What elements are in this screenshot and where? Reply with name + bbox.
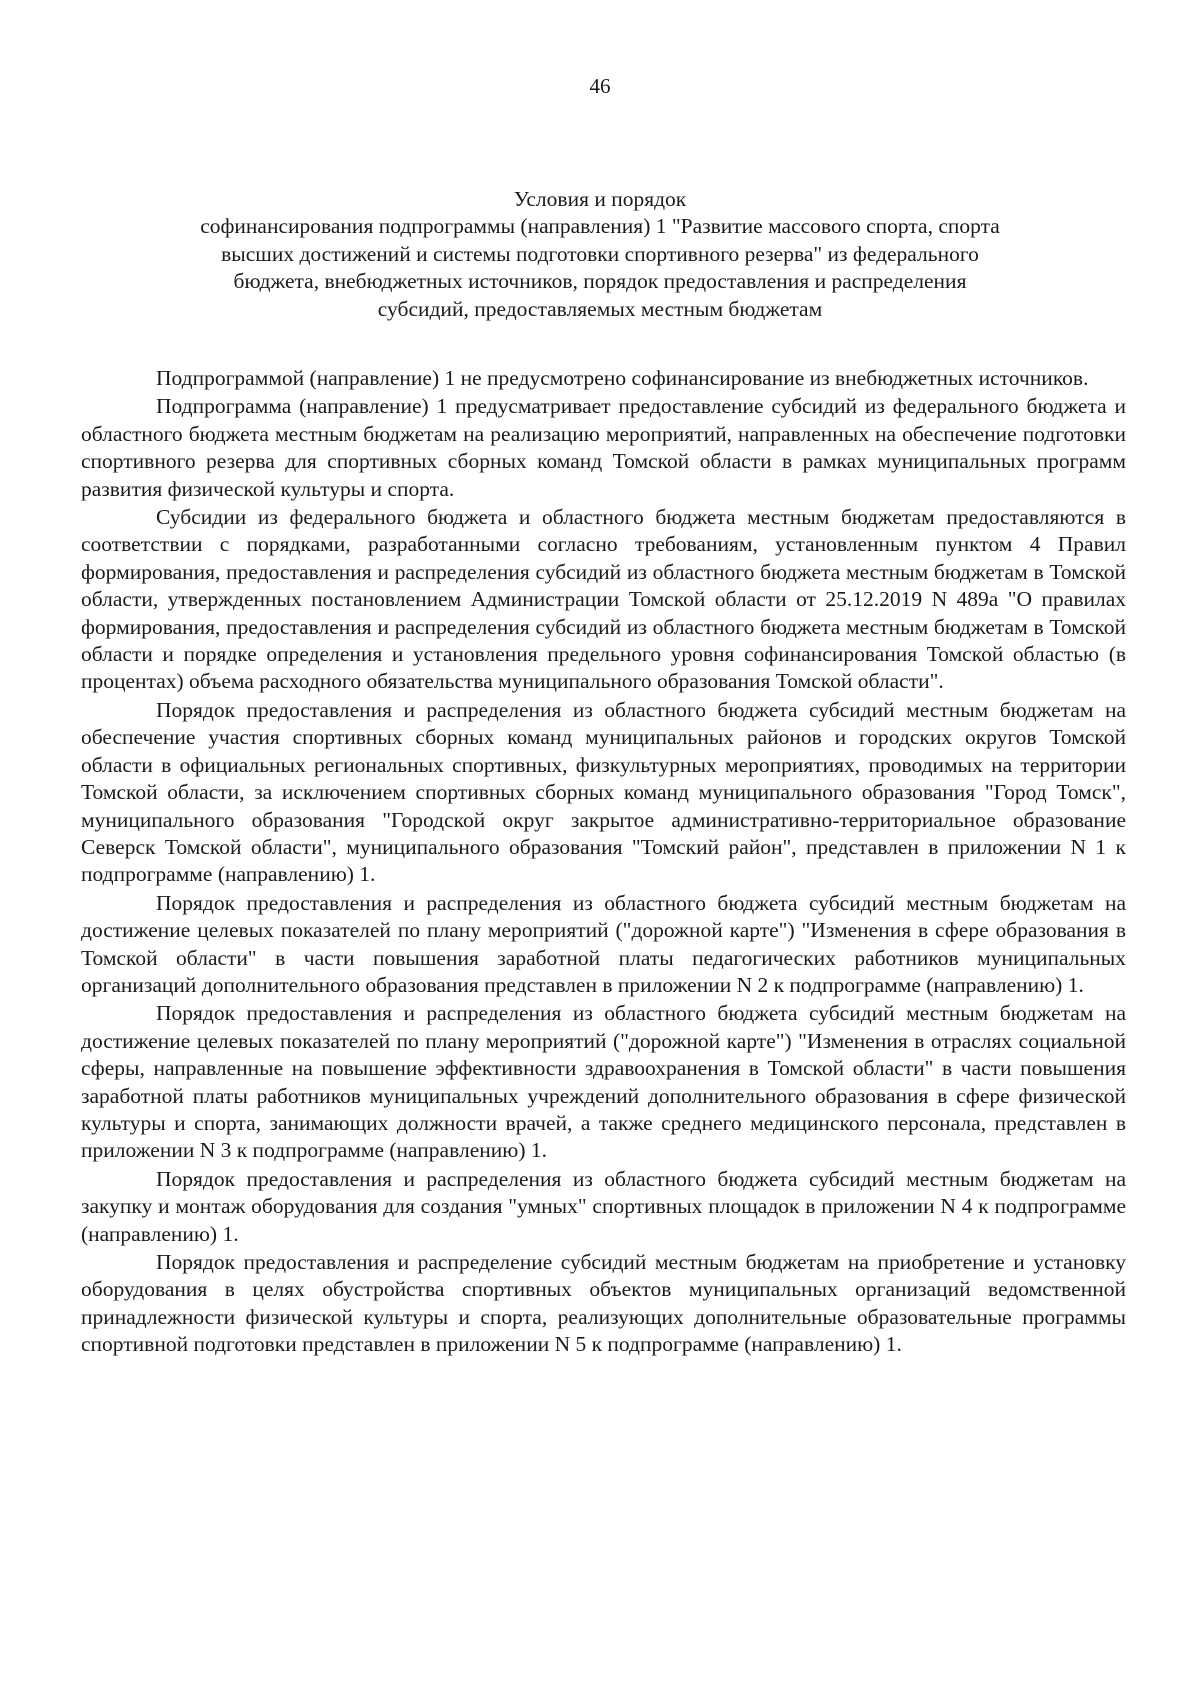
paragraph: Порядок предоставления и распределения из областного бюджета субсидий местным бюджетам на закупку и монтаж оборудования для создания "умных" спортивных площадок в приложении N 4 к подпрограмме (направлению) 1. <box>81 1166 1126 1246</box>
title-line: софинансирования подпрограммы (направления) 1 "Развитие массового спорта, спорта <box>200 214 1000 239</box>
title-line: субсидий, предоставляемых местным бюджетам <box>377 296 823 321</box>
document-body <box>81 365 1126 1359</box>
title-line: бюджета, внебюджетных источников, порядок предоставления и распределения <box>233 269 967 294</box>
paragraph: Порядок предоставления и распределение субсидий местным бюджетам на приобретение и установку оборудования в целях обустройства спортивных объектов муниципальных организаций ведомственной принадлежности физической культуры и спорта, реализующих дополнительные образовательные программы спортивной подготовки представлен в приложении N 5 к подпрограмме (направлению) 1. <box>81 1250 1126 1357</box>
title-line: Условия и порядок <box>513 187 687 211</box>
paragraph: Порядок предоставления и распределения из областного бюджета субсидий местным бюджетам на достижение целевых показателей по плану мероприятий ("дорожной карте") "Изменения в отраслях социальной сферы, направленные на повышение эффективности здравоохранения в Томской области" в части повышения заработной платы работников муниципальных учреждений дополнительного образования в сфере физической культуры и спорта, занимающих должности врачей, а также среднего медицинского персонала, представлен в приложении N 3 к подпрограмме (направлению) 1. <box>81 1001 1126 1163</box>
paragraph: Подпрограмма (направление) 1 предусматривает предоставление субсидий из федерального бюджета и областного бюджета местным бюджетам на реализацию мероприятий, направленных на обеспечение подготовки спортивного резерва для спортивных сборных команд Томской области в рамках муниципальных программ развития физической культуры и спорта. <box>81 394 1126 501</box>
paragraph: Субсидии из федерального бюджета и областного бюджета местным бюджетам предоставляются в соответствии с порядками, разработанными согласно требованиям, установленным пунктом 4 Правил формирования, предоставления и распределения субсидий из областного бюджета местным бюджетам в Томской области, утвержденных постановлением Администрации Томской области от 25.12.2019 N 489а "О правилах формирования, предоставления и распределения субсидий из областного бюджета местным бюджетам в Томской области и порядке определения и установления предельного уровня софинансирования Томской областью (в процентах) объема расходного обязательства муниципального образования Томской области". <box>81 505 1126 694</box>
page-number: 46 <box>589 74 611 98</box>
title-line: высших достижений и системы подготовки спортивного резерва" из федерального <box>221 241 979 266</box>
paragraph: Подпрограммой (направление) 1 не предусмотрено софинансирование из внебюджетных источников. <box>156 366 1089 390</box>
document-title <box>120 186 1080 323</box>
paragraph: Порядок предоставления и распределения из областного бюджета субсидий местным бюджетам на обеспечение участия спортивных сборных команд муниципальных районов и городских округов Томской области в официальных региональных спортивных, физкультурных мероприятиях, проводимых на территории Томской области, за исключением спортивных сборных команд муниципального образования "Город Томск", муниципального образования "Городской округ закрытое административно-территориальное образование Северск Томской области", муниципального образования "Томский район", представлен в приложении N 1 к подпрограмме (направлению) 1. <box>81 697 1126 887</box>
paragraph: Порядок предоставления и распределения из областного бюджета субсидий местным бюджетам на достижение целевых показателей по плану мероприятий ("дорожной карте") "Изменения в сфере образования в Томской области" в части повышения заработной платы педагогических работников муниципальных организаций дополнительного образования представлен в приложении N 2 к подпрограмме (направлению) 1. <box>81 890 1126 997</box>
